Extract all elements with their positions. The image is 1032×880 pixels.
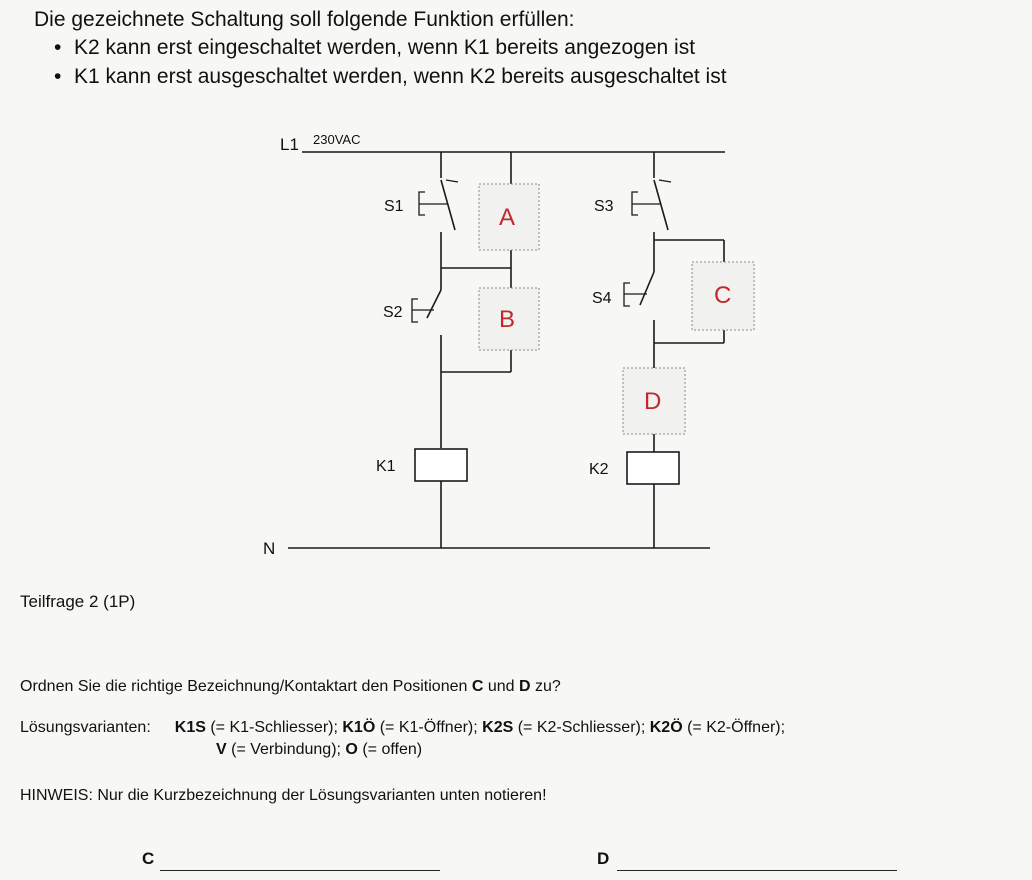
bullet-dot: • bbox=[54, 65, 62, 88]
k2o-code: K2Ö bbox=[649, 719, 683, 736]
intro-heading: Die gezeichnete Schaltung soll folgende Funktion erfüllen: bbox=[34, 8, 575, 31]
loesung-line-2 bbox=[216, 741, 422, 759]
k2o-desc: (= K2-Öffner); bbox=[682, 719, 786, 736]
k1-coil bbox=[415, 449, 467, 481]
k2-label: K2 bbox=[589, 461, 609, 478]
k2s-code: K2S bbox=[482, 719, 514, 736]
s4-label: S4 bbox=[592, 290, 612, 307]
s4-contact bbox=[640, 272, 654, 305]
bullet-1-text: K2 kann erst eingeschaltet werden, wenn K1 bereits angezogen ist bbox=[74, 36, 696, 59]
s4-actuator bbox=[624, 283, 647, 306]
bullet-dot: • bbox=[54, 36, 62, 59]
answer-d-field[interactable] bbox=[617, 870, 897, 871]
answer-d-label: D bbox=[597, 849, 610, 868]
s3-actuator bbox=[632, 192, 661, 215]
voltage-label: 230VAC bbox=[313, 132, 361, 147]
s1-contact bbox=[441, 180, 455, 230]
box-a-label: A bbox=[499, 204, 516, 231]
box-c-label: C bbox=[714, 282, 732, 309]
s3-contact bbox=[654, 180, 668, 230]
box-b-label: B bbox=[499, 306, 516, 333]
s1-label: S1 bbox=[384, 198, 404, 215]
l1-label: L1 bbox=[280, 135, 299, 154]
s3-label: S3 bbox=[594, 198, 614, 215]
question-prefix: Ordnen Sie die richtige Bezeichnung/Kontaktart den Positionen bbox=[20, 678, 472, 695]
k1-label: K1 bbox=[376, 458, 396, 475]
s2-label: S2 bbox=[383, 304, 403, 321]
question-suffix: zu? bbox=[530, 678, 561, 695]
answer-c-field[interactable] bbox=[160, 870, 440, 871]
v-desc: (= Verbindung); bbox=[226, 741, 346, 758]
o-code: O bbox=[345, 741, 358, 758]
k2-coil bbox=[627, 452, 679, 484]
k1s-desc: (= K1-Schliesser); bbox=[205, 719, 343, 736]
k2s-desc: (= K2-Schliesser); bbox=[513, 719, 650, 736]
box-d-label: D bbox=[644, 388, 662, 415]
n-label: N bbox=[263, 539, 276, 558]
teilfrage-label: Teilfrage 2 (1P) bbox=[20, 592, 136, 611]
question-und: und bbox=[483, 678, 519, 695]
loesung-label: Lösungsvarianten: bbox=[20, 719, 151, 736]
v-code: V bbox=[216, 741, 227, 758]
s2-actuator bbox=[412, 299, 434, 322]
answer-c-label: C bbox=[142, 849, 155, 868]
question bbox=[20, 678, 561, 696]
loesung-line-1 bbox=[20, 719, 785, 737]
k1s-code: K1S bbox=[174, 719, 206, 736]
k1o-desc: (= K1-Öffner); bbox=[375, 719, 483, 736]
k1o-code: K1Ö bbox=[342, 719, 376, 736]
s2-contact bbox=[427, 290, 441, 318]
question-c: C bbox=[471, 678, 484, 695]
o-desc: (= offen) bbox=[357, 741, 423, 758]
s1-actuator bbox=[419, 192, 448, 215]
question-d: D bbox=[519, 678, 531, 695]
hint-text: HINWEIS: Nur die Kurzbezeichnung der Lösungsvarianten unten notieren! bbox=[20, 787, 547, 804]
bullet-2-text: K1 kann erst ausgeschaltet werden, wenn K2 bereits ausgeschaltet ist bbox=[74, 65, 727, 88]
